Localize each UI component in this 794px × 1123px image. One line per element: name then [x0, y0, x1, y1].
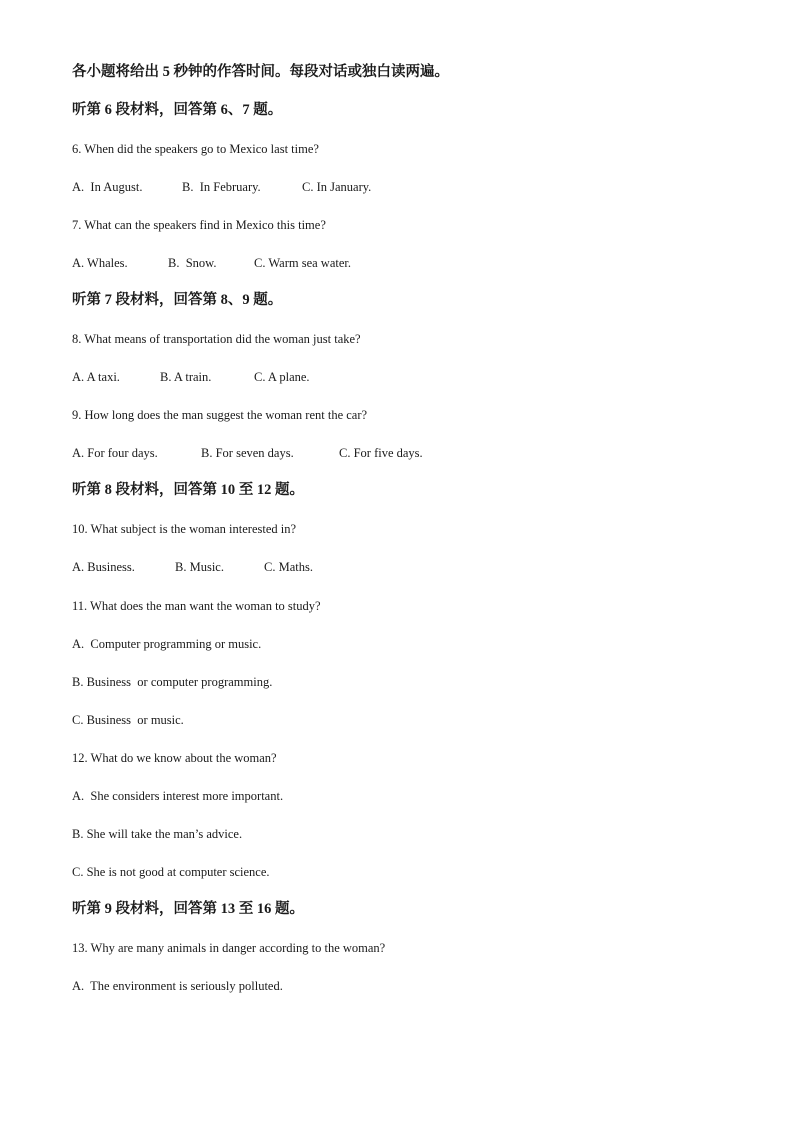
- question-13: 13. Why are many animals in danger according to the woman?: [72, 941, 386, 955]
- section-heading-9: 听第 9 段材料，回答第 13 至 16 题。: [72, 901, 304, 917]
- option-b: B. Music.: [175, 560, 224, 574]
- option-c: C. A plane.: [254, 370, 310, 384]
- question-9: 9. How long does the man suggest the woman rent the car?: [72, 408, 368, 422]
- option-a: A. Computer programming or music.: [72, 637, 262, 651]
- question-8: 8. What means of transportation did the woman just take?: [72, 332, 361, 346]
- option-a: A. In August.: [72, 180, 143, 194]
- option-c: C. In January.: [302, 180, 372, 194]
- option-c: C. For five days.: [339, 446, 423, 460]
- section-heading-8: 听第 8 段材料，回答第 10 至 12 题。: [72, 482, 304, 498]
- option-a: A. The environment is seriously polluted.: [72, 979, 283, 993]
- option-c: C. Warm sea water.: [254, 256, 351, 270]
- option-b: B. Snow.: [168, 256, 217, 270]
- option-a: A. She considers interest more important.: [72, 789, 284, 803]
- section-heading-7: 听第 7 段材料，回答第 8、9 题。: [72, 292, 283, 308]
- section-heading-6: 听第 6 段材料，回答第 6、7 题。: [72, 102, 283, 118]
- option-a: A. A taxi.: [72, 370, 120, 384]
- option-a: A. For four days.: [72, 446, 158, 460]
- option-b: B. Business or computer programming.: [72, 675, 273, 689]
- question-10: 10. What subject is the woman interested in?: [72, 522, 297, 536]
- option-a: A. Whales.: [72, 256, 128, 270]
- option-c: C. She is not good at computer science.: [72, 865, 270, 879]
- option-b: B. In February.: [182, 180, 261, 194]
- option-c: C. Maths.: [264, 560, 313, 574]
- intro-text: 各小题将给出 5 秒钟的作答时间。每段对话或独白读两遍。: [72, 64, 449, 80]
- option-a: A. Business.: [72, 560, 135, 574]
- question-6: 6. When did the speakers go to Mexico last time?: [72, 142, 319, 156]
- option-b: B. She will take the man’s advice.: [72, 827, 243, 841]
- question-11: 11. What does the man want the woman to study?: [72, 599, 321, 613]
- option-c: C. Business or music.: [72, 713, 184, 727]
- question-7: 7. What can the speakers find in Mexico this time?: [72, 218, 326, 232]
- option-b: B. For seven days.: [201, 446, 294, 460]
- question-12: 12. What do we know about the woman?: [72, 751, 277, 765]
- option-b: B. A train.: [160, 370, 212, 384]
